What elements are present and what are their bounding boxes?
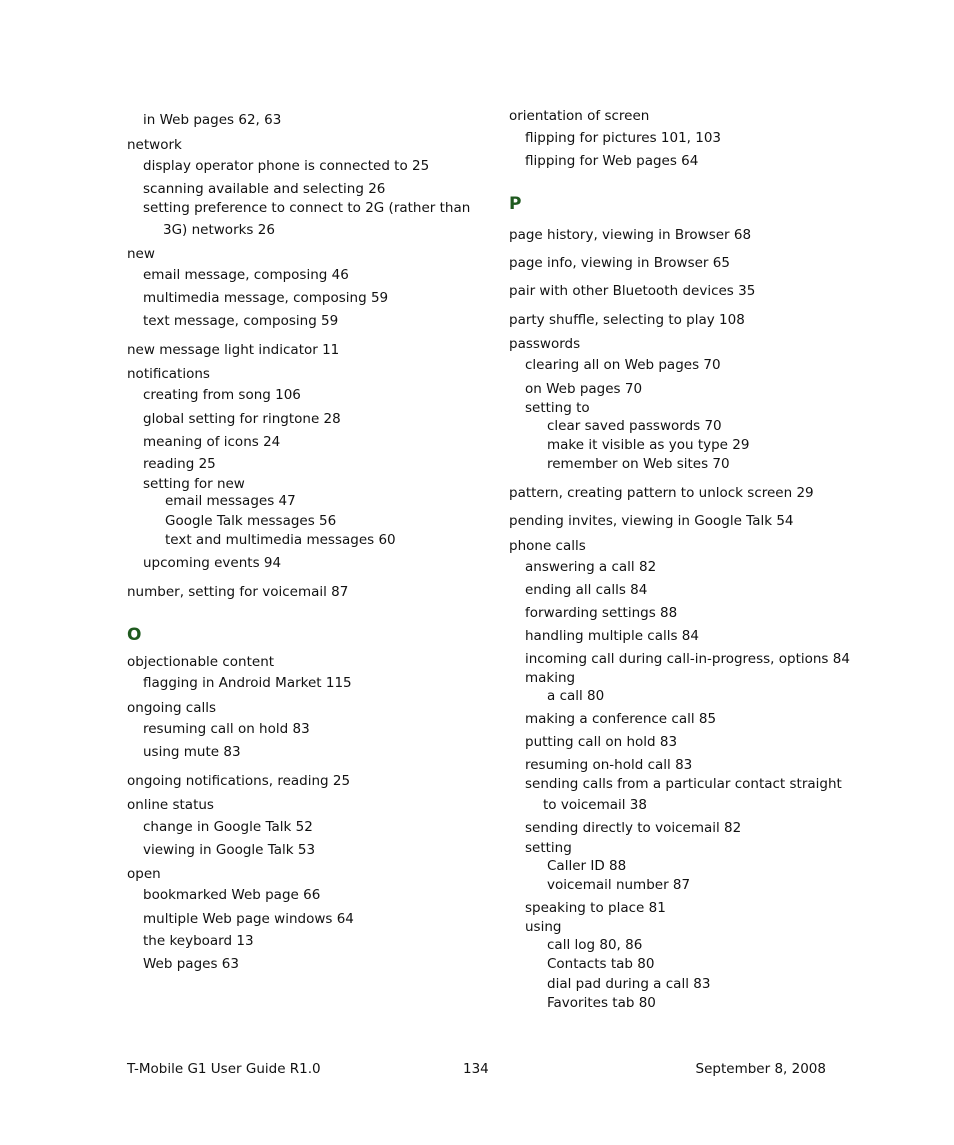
right-index-entry: call log 80, 86 <box>547 937 643 953</box>
right-index-entry: pattern, creating pattern to unlock screen 29 <box>509 485 814 501</box>
left-index-entry: Google Talk messages 56 <box>165 513 337 529</box>
left-index-entry: number, setting for voicemail 87 <box>127 584 349 600</box>
right-index-entry: making <box>525 670 576 686</box>
right-index-entry: forwarding settings 88 <box>525 605 678 621</box>
right-index-entry: voicemail number 87 <box>547 877 691 893</box>
left-section-letter: O <box>127 625 142 645</box>
footer-date: September 8, 2008 <box>695 1061 826 1077</box>
left-index-entry: multimedia message, composing 59 <box>143 290 389 306</box>
right-index-entry: setting <box>525 840 572 856</box>
left-index-entry: network <box>127 137 182 153</box>
left-index-entry: upcoming events 94 <box>143 555 282 571</box>
left-index-entry: creating from song 106 <box>143 387 301 403</box>
left-index-entry: using mute 83 <box>143 744 241 760</box>
left-index-entry: email messages 47 <box>165 493 296 509</box>
right-section-letter: P <box>509 194 522 214</box>
left-index-entry: display operator phone is connected to 25 <box>143 158 430 174</box>
right-index-entry: making a conference call 85 <box>525 711 717 727</box>
left-index-entry: resuming call on hold 83 <box>143 721 310 737</box>
right-index-entry: sending directly to voicemail 82 <box>525 820 742 836</box>
left-index-entry: scanning available and selecting 26 <box>143 181 386 197</box>
left-index-entry: email message, composing 46 <box>143 267 349 283</box>
left-index-entry: multiple Web page windows 64 <box>143 911 354 927</box>
right-index-entry: handling multiple calls 84 <box>525 628 699 644</box>
left-index-entry: online status <box>127 797 214 813</box>
right-index-entry: pending invites, viewing in Google Talk 54 <box>509 513 794 529</box>
right-index-entry: to voicemail 38 <box>543 797 647 813</box>
left-index-entry: Web pages 63 <box>143 956 239 972</box>
right-index-entry: clear saved passwords 70 <box>547 418 722 434</box>
right-index-entry: clearing all on Web pages 70 <box>525 357 721 373</box>
right-index-entry: setting to <box>525 400 590 416</box>
left-index-entry: reading 25 <box>143 456 216 472</box>
left-index-entry: setting preference to connect to 2G (rather than <box>143 200 471 216</box>
right-index-entry: pair with other Bluetooth devices 35 <box>509 283 756 299</box>
right-index-entry: page info, viewing in Browser 65 <box>509 255 730 271</box>
left-index-entry: meaning of icons 24 <box>143 434 281 450</box>
right-index-entry: Contacts tab 80 <box>547 956 655 972</box>
left-index-entry: new message light indicator 11 <box>127 342 340 358</box>
right-index-entry: putting call on hold 83 <box>525 734 678 750</box>
right-index-entry: phone calls <box>509 538 586 554</box>
right-index-entry: answering a call 82 <box>525 559 657 575</box>
left-index-entry: change in Google Talk 52 <box>143 819 313 835</box>
left-index-entry: in Web pages 62, 63 <box>143 112 282 128</box>
right-index-entry: Favorites tab 80 <box>547 995 656 1011</box>
right-index-entry: party shuffle, selecting to play 108 <box>509 312 745 328</box>
left-index-entry: setting for new <box>143 476 245 492</box>
right-index-entry: on Web pages 70 <box>525 381 643 397</box>
left-index-entry: objectionable content <box>127 654 275 670</box>
left-index-entry: new <box>127 246 155 262</box>
right-index-entry: orientation of screen <box>509 108 650 124</box>
left-index-entry: notifications <box>127 366 210 382</box>
right-index-entry: speaking to place 81 <box>525 900 666 916</box>
footer-page-number: 134 <box>463 1061 489 1077</box>
left-index-entry: text and multimedia messages 60 <box>165 532 396 548</box>
left-index-entry: flagging in Android Market 115 <box>143 675 352 691</box>
right-index-entry: dial pad during a call 83 <box>547 976 711 992</box>
left-index-entry: ongoing notifications, reading 25 <box>127 773 351 789</box>
right-index-entry: incoming call during call-in-progress, options 84 <box>525 651 850 667</box>
right-index-entry: ending all calls 84 <box>525 582 648 598</box>
footer-document-title: T-Mobile G1 User Guide R1.0 <box>127 1061 321 1077</box>
right-index-entry: Caller ID 88 <box>547 858 627 874</box>
right-index-entry: remember on Web sites 70 <box>547 456 730 472</box>
right-index-entry: sending calls from a particular contact straight <box>525 776 842 792</box>
right-index-entry: passwords <box>509 336 581 352</box>
right-index-entry: flipping for Web pages 64 <box>525 153 699 169</box>
left-index-entry: open <box>127 866 161 882</box>
left-index-entry: viewing in Google Talk 53 <box>143 842 316 858</box>
right-index-entry: a call 80 <box>547 688 605 704</box>
right-index-entry: using <box>525 919 562 935</box>
right-index-entry: make it visible as you type 29 <box>547 437 750 453</box>
left-index-entry: bookmarked Web page 66 <box>143 887 321 903</box>
right-index-entry: flipping for pictures 101, 103 <box>525 130 722 146</box>
left-index-entry: text message, composing 59 <box>143 313 339 329</box>
left-index-entry: ongoing calls <box>127 700 217 716</box>
left-index-entry: the keyboard 13 <box>143 933 254 949</box>
left-index-entry: 3G) networks 26 <box>163 222 275 238</box>
right-index-entry: resuming on-hold call 83 <box>525 757 693 773</box>
left-index-entry: global setting for ringtone 28 <box>143 411 341 427</box>
right-index-entry: page history, viewing in Browser 68 <box>509 227 752 243</box>
